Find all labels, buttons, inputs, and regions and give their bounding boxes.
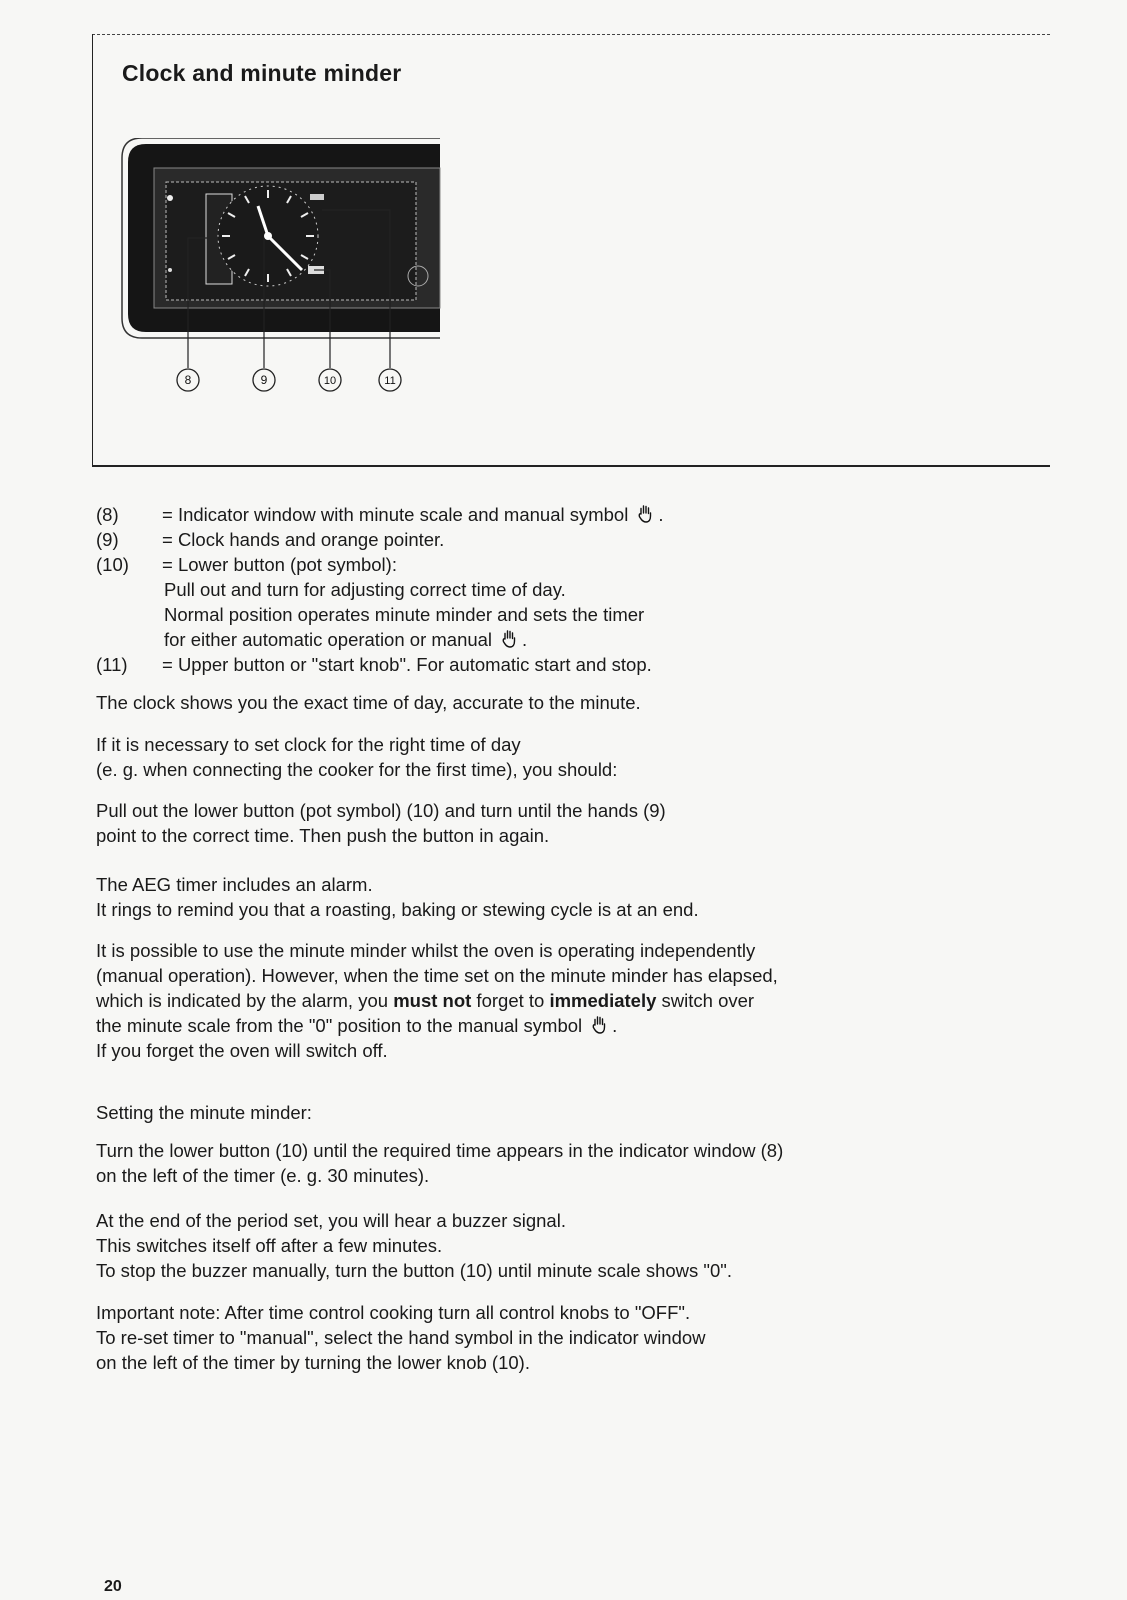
paragraph-pull-button: Pull out the lower button (pot symbol) (10) and turn until the hands (9) point to the correct time. Then push the button in again.	[96, 800, 666, 846]
legend-item-8: (8) = Indicator window with minute scale and manual symbol .	[96, 504, 664, 525]
top-rule	[92, 34, 1050, 35]
callout-8: 8	[184, 373, 192, 387]
timer-illustration	[118, 138, 458, 418]
page-number: 20	[104, 1578, 122, 1595]
paragraph-clock-accuracy: The clock shows you the exact time of day, accurate to the minute.	[96, 692, 641, 713]
paragraph-alarm: The AEG timer includes an alarm. It rings to remind you that a roasting, baking or stewing cycle is at an end.	[96, 874, 699, 920]
legend-subline: for either automatic operation or manual .	[164, 629, 528, 650]
paragraph-set-clock: If it is necessary to set clock for the right time of day (e. g. when connecting the cooker for the first time), you should:	[96, 734, 618, 780]
paragraph-setting-heading: Setting the minute minder:	[96, 1102, 312, 1123]
legend-item-10: (10) = Lower button (pot symbol):	[96, 554, 397, 575]
legend-item-9: (9) = Clock hands and orange pointer.	[96, 529, 445, 550]
hand-icon	[638, 505, 652, 523]
legend-subline: Normal position operates minute minder and sets the timer	[164, 604, 645, 625]
left-rule	[92, 34, 93, 466]
bottom-rule	[92, 465, 1050, 467]
paragraph-important-note: Important note: After time control cooking turn all control knobs to "OFF". To re-set timer to "manual", select the hand symbol in the indicator window on the left of the timer by turning the lower knob (10).	[96, 1302, 706, 1373]
legend-list	[96, 502, 976, 677]
callout-10: 10	[323, 375, 337, 387]
legend-subline: Pull out and turn for adjusting correct time of day.	[164, 579, 566, 600]
page-title: Clock and minute minder	[122, 60, 402, 86]
callout-11: 11	[384, 375, 396, 387]
paragraph-turn-lower: Turn the lower button (10) until the required time appears in the indicator window (8) on the left of the timer (e. g. 30 minutes).	[96, 1140, 784, 1186]
legend-item-11: (11) = Upper button or "start knob". For automatic start and stop.	[96, 654, 652, 675]
paragraph-buzzer: At the end of the period set, you will hear a buzzer signal. This switches itself off after a few minutes. To stop the buzzer manually, turn the button (10) until minute scale shows "0".	[96, 1210, 732, 1281]
hand-icon	[502, 630, 516, 648]
callout-9: 9	[260, 373, 268, 387]
hand-icon	[592, 1016, 606, 1034]
paragraph-manual-operation: It is possible to use the minute minder whilst the oven is operating independently (manual operation). However, when the time set on the minute minder has elapsed, which is indicated by the alarm, you must not forget to immediately switch over the minute scale from the "0" position to the manual symbol . If you forget the oven will switch off.	[96, 940, 778, 1061]
